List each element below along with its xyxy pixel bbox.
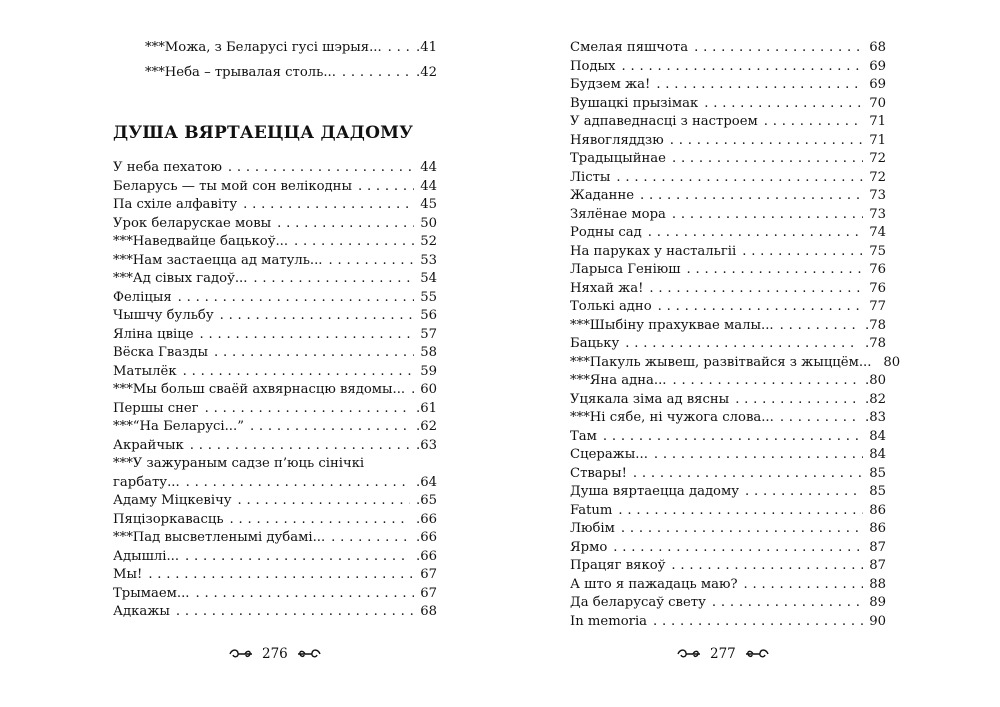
toc-entry-page: .66: [416, 511, 437, 527]
toc-entry-title: Там: [570, 428, 597, 444]
toc-entry-title: Матылёк: [113, 363, 177, 379]
dot-leader: [712, 595, 863, 610]
toc-entry: [570, 207, 886, 226]
toc-entry: [570, 595, 886, 614]
toc-entry-title: Трымаем...: [113, 585, 190, 601]
toc-entry-page: 85: [869, 484, 886, 499]
toc-entry-title: Уцякала зіма ад вясны: [570, 391, 730, 407]
toc-entry-title: Жаданне: [570, 188, 635, 203]
dot-leader: [388, 40, 410, 55]
toc-entry-title: In memoria: [570, 613, 648, 629]
dot-leader: [186, 475, 410, 490]
scroll-flourish-icon: [228, 648, 254, 660]
toc-entry-page: 86: [869, 521, 886, 536]
toc-entry: [113, 197, 437, 216]
dot-leader: [613, 540, 863, 555]
toc-entry-page: 57: [420, 326, 437, 342]
toc-entry-title: ***Шыбіну прахуквае малы...: [570, 317, 774, 333]
toc-entry-title-line: ***У зажураным садзе п’юць сінічкі: [113, 456, 365, 471]
toc-entry-title: Нявогляддзю: [570, 132, 664, 148]
toc-entry-page: 87: [869, 539, 886, 555]
toc-entry-title: Ярмо: [570, 539, 608, 555]
toc-entry: [113, 512, 437, 531]
toc-entry-page: 90: [869, 613, 886, 629]
toc-entry: [113, 438, 437, 457]
toc-entry-title: ***Пад высветленымі дубамі...: [113, 530, 326, 545]
toc-entry-title: Толькі адно: [570, 299, 652, 314]
dot-leader: [764, 114, 863, 129]
toc-entry-title: ***Можа, з Беларусі гусі шэрыя...: [145, 40, 382, 55]
dot-leader: [616, 170, 863, 185]
dot-leader: [694, 40, 863, 55]
toc-entry-page: 89: [869, 595, 886, 610]
dot-leader: [294, 234, 414, 249]
toc-entry: [113, 327, 437, 346]
toc-entry-title: Будзем жа!: [570, 77, 651, 92]
toc-entry-page: 69: [869, 77, 886, 92]
page-number: 277: [710, 646, 736, 662]
toc-entry-page: 60: [420, 382, 437, 397]
dot-leader: [178, 290, 415, 305]
toc-entry: [113, 604, 437, 623]
toc-entry-page: 70: [869, 95, 886, 111]
dot-leader: [603, 429, 863, 444]
toc-entry-page: 53: [420, 252, 437, 268]
section-heading: ДУША ВЯРТАЕЦЦА ДАДОМУ: [113, 123, 414, 143]
toc-entry-page: 84: [869, 447, 886, 462]
dot-leader: [670, 133, 864, 148]
toc-entry-title: Феліцыя: [113, 289, 172, 305]
toc-entry-title: Зялёнае мора: [570, 206, 666, 222]
dot-leader: [277, 216, 414, 231]
dot-leader: [704, 96, 863, 111]
toc-entry-page: .83: [865, 410, 886, 425]
toc-entry-page: 73: [869, 188, 886, 203]
toc-entry-title: ***Ні сябе, ні чужога слова...: [570, 410, 774, 425]
dot-leader: [671, 558, 863, 573]
toc-entry: [113, 493, 437, 512]
dot-leader: [687, 262, 864, 277]
toc-entry-page: .64: [416, 474, 437, 490]
dot-leader: [230, 512, 410, 527]
toc-entry-page: .41: [416, 40, 437, 55]
toc-entry-page: 76: [869, 280, 886, 296]
dot-leader: [742, 244, 863, 259]
toc-entry-page: 86: [869, 502, 886, 518]
toc-entry: [113, 234, 437, 253]
toc-entry-page: 71: [869, 132, 886, 148]
toc-entry: [570, 354, 901, 374]
dot-leader: [253, 271, 414, 286]
toc-entry: [570, 540, 886, 559]
dot-leader: [196, 586, 415, 601]
toc-entry-page: 85: [869, 465, 886, 481]
toc-entry-title: Працяг вякоў: [570, 558, 666, 573]
dot-leader: [640, 188, 863, 203]
dot-leader: [220, 308, 415, 323]
toc-entry-title: Па схіле алфавіту: [113, 197, 238, 212]
toc-entry: [570, 262, 886, 281]
toc-entry-page: 69: [869, 58, 886, 74]
toc-entry: [113, 308, 437, 327]
toc-entry-page: .82: [865, 391, 886, 407]
toc-entry-page: .80: [865, 373, 886, 388]
dot-leader: [200, 327, 415, 342]
page-number: 276: [262, 646, 288, 662]
toc-entry-page: 45: [420, 197, 437, 212]
toc-entry: [145, 65, 437, 90]
dot-leader: [228, 160, 414, 175]
toc-entry: [570, 244, 886, 263]
toc-entry-title: Вёска Гвазды: [113, 345, 209, 360]
toc-entry: [113, 179, 437, 198]
toc-entry: [113, 382, 437, 401]
toc-entry-title: Адышлі...: [113, 548, 180, 564]
dot-leader: [331, 530, 410, 545]
toc-entry: [570, 392, 886, 411]
toc-entry-title: Fatum: [570, 502, 613, 518]
toc-entry: [570, 114, 886, 133]
toc-entry-title: Чышчу бульбу: [113, 308, 214, 323]
dot-leader: [672, 207, 863, 222]
toc-list-right: [570, 40, 901, 632]
toc-entry-page: 76: [869, 262, 886, 277]
toc-entry-page: 84: [869, 428, 886, 444]
toc-entry-page: 75: [869, 243, 886, 259]
toc-entry: [113, 216, 437, 235]
toc-entry-title: Першы снег: [113, 400, 199, 416]
toc-entry-title: Родны сад: [570, 225, 642, 240]
toc-entry-title: Беларусь — ты мой сон велікодны: [113, 178, 352, 194]
toc-entry: [570, 429, 886, 448]
toc-entry-page: .66: [416, 548, 437, 564]
toc-entry: [113, 345, 437, 364]
toc-entry: [570, 40, 886, 59]
toc-entry: [145, 40, 437, 65]
toc-entry-page: 74: [869, 225, 886, 240]
scroll-flourish-icon: [744, 648, 770, 660]
toc-entry-title: ***Мы больш сваёй ахвярнасцю вядомы...: [113, 382, 406, 397]
dot-leader: [658, 299, 864, 314]
toc-entry: [113, 419, 437, 438]
dot-leader: [622, 59, 864, 74]
toc-entry-page: .61: [416, 400, 437, 416]
toc-entry: [570, 577, 886, 596]
toc-entry-title: ***Пакуль жывеш, развітвайся з жыццём...: [570, 354, 872, 370]
toc-entry-title: Подых: [570, 58, 616, 74]
dot-leader: [653, 614, 863, 629]
toc-entry-page: 55: [420, 289, 437, 305]
dot-leader: [250, 419, 410, 434]
toc-entry-title: Няхай жа!: [570, 280, 644, 296]
toc-entry-page: 77: [869, 299, 886, 314]
dot-leader: [673, 373, 860, 388]
page-footer-right: [676, 646, 770, 662]
toc-entry: [570, 151, 886, 170]
toc-entry: [570, 281, 886, 300]
dot-leader: [185, 549, 410, 564]
toc-entry-title: Яліна цвіце: [113, 326, 194, 342]
toc-entry: [113, 530, 437, 549]
toc-entry-title: А што я пажадаць маю?: [570, 576, 738, 592]
dot-leader: [745, 484, 863, 499]
right-page: [500, 0, 1000, 707]
dot-leader: [618, 503, 863, 518]
dot-leader: [176, 604, 414, 619]
toc-entry: [113, 456, 437, 493]
toc-entry-page: 80: [883, 354, 901, 370]
toc-entry-page: .62: [416, 419, 437, 434]
toc-entry-page: 67: [420, 567, 437, 582]
toc-entry-title: У неба пехатою: [113, 160, 222, 175]
toc-entry-title: ***Наведвайце бацькоў...: [113, 234, 289, 249]
dot-leader: [735, 392, 859, 407]
toc-entry-page: .78: [865, 317, 886, 333]
toc-entry-page: 87: [869, 558, 886, 573]
toc-entry: [113, 401, 437, 420]
toc-entry-page: 58: [420, 345, 437, 360]
dot-leader: [190, 438, 410, 453]
toc-entry-title: ***“На Беларусі...”: [113, 419, 244, 434]
dot-leader: [656, 77, 863, 92]
toc-entry-page: 44: [420, 178, 437, 194]
toc-entry: [570, 299, 886, 318]
toc-entry-page: 59: [420, 363, 437, 379]
toc-entry-page: 72: [869, 169, 886, 185]
toc-entry: [113, 567, 437, 586]
toc-entry: [570, 484, 886, 503]
toc-entry-title: Адкажы: [113, 604, 170, 619]
toc-entry: [570, 614, 886, 633]
toc-entry-page: 71: [869, 114, 886, 129]
toc-entry: [570, 503, 886, 522]
toc-entry: [113, 160, 437, 179]
toc-entry: [570, 59, 886, 78]
toc-entry: [570, 521, 886, 540]
toc-entry-page: 68: [420, 604, 437, 619]
dot-leader: [411, 382, 414, 397]
toc-entry-page: 52: [420, 234, 437, 249]
toc-entry-title: Урок беларускае мовы: [113, 215, 272, 231]
toc-entry-title: Акрайчык: [113, 437, 184, 453]
toc-entry-title: Вушацкі прызімак: [570, 95, 699, 111]
toc-entry-title: ***Ад сівых гадоў...: [113, 271, 248, 286]
toc-entry: [570, 336, 886, 355]
toc-list-left: [113, 160, 437, 623]
dot-leader: [649, 281, 863, 296]
toc-entry-page: 88: [869, 576, 886, 592]
toc-entry-page: 67: [420, 585, 437, 601]
toc-entry-page: 72: [869, 151, 886, 166]
dot-leader: [780, 410, 859, 425]
dot-leader: [238, 493, 410, 508]
toc-entry-title: У адпаведнасці з настроем: [570, 114, 758, 129]
dot-leader: [214, 345, 414, 360]
scroll-flourish-icon: [676, 648, 702, 660]
toc-entry-title: Сцеражы...: [570, 447, 648, 462]
toc-entry: [570, 170, 886, 189]
toc-entry: [570, 558, 886, 577]
toc-entry: [113, 290, 437, 309]
toc-entry-page: 56: [420, 308, 437, 323]
toc-entry: [570, 77, 886, 96]
dot-leader: [342, 65, 410, 80]
toc-entry: [570, 133, 886, 152]
dot-leader: [183, 364, 415, 379]
toc-entry-title: Смелая пяшчота: [570, 40, 689, 55]
toc-entry-page: 44: [420, 160, 437, 175]
toc-entry-title: Адаму Міцкевічу: [113, 493, 232, 508]
toc-entry-title: Любім: [570, 521, 615, 536]
toc-entry-page: 50: [420, 215, 437, 231]
toc-entry: [570, 410, 886, 429]
toc-entry-title: На паруках у настальгіі: [570, 243, 737, 259]
toc-entry-title: Душа вяртаецца дадому: [570, 484, 740, 499]
toc-entry-title: ***Нам застаецца ад матуль...: [113, 252, 323, 268]
toc-entry-title: гарбату...: [113, 474, 180, 490]
toc-entry-title: Ларыса Геніюш: [570, 262, 681, 277]
dot-leader: [205, 401, 410, 416]
toc-entry-title: ***Яна адна...: [570, 373, 667, 388]
toc-entry: [570, 466, 886, 485]
toc-entry-page: .42: [416, 65, 437, 80]
page-footer-left: [228, 646, 322, 662]
toc-entry-title: Лісты: [570, 169, 611, 185]
toc-entry-title: Мы!: [113, 567, 143, 582]
dot-leader: [621, 521, 863, 536]
dot-leader: [780, 318, 859, 333]
toc-entry: [113, 549, 437, 568]
toc-entry-title: Ствары!: [570, 465, 627, 481]
toc-entry-title: Традыцыйнае: [570, 151, 666, 166]
dot-leader: [625, 336, 859, 351]
toc-entry-page: .78: [865, 336, 886, 351]
toc-entry-page: 68: [869, 40, 886, 55]
dot-leader: [358, 179, 414, 194]
toc-entry-title: Бацьку: [570, 336, 620, 351]
dot-leader: [243, 197, 414, 212]
dot-leader: [744, 577, 864, 592]
toc-entry: [570, 188, 886, 207]
toc-entry-title: ***Неба – трывалая столь...: [145, 65, 336, 80]
toc-entry: [570, 318, 886, 337]
toc-entry-page: .63: [416, 437, 437, 453]
dot-leader: [633, 466, 863, 481]
dot-leader: [329, 253, 415, 268]
toc-entry: [113, 253, 437, 272]
toc-entry: [570, 225, 886, 244]
dot-leader: [648, 225, 863, 240]
toc-entry: [570, 447, 886, 466]
dot-leader: [654, 447, 863, 462]
toc-entry-title: Пяцізоркавасць: [113, 511, 224, 527]
toc-entry: [113, 364, 437, 383]
toc-list-top: [145, 40, 437, 90]
toc-entry: [570, 373, 886, 392]
toc-entry: [113, 586, 437, 605]
toc-entry: [113, 271, 437, 290]
toc-entry-page: 73: [869, 206, 886, 222]
dot-leader: [148, 567, 414, 582]
toc-entry-page: .66: [416, 530, 437, 545]
toc-entry-page: .65: [416, 493, 437, 508]
toc-entry: [570, 96, 886, 115]
dot-leader: [672, 151, 863, 166]
scroll-flourish-icon: [296, 648, 322, 660]
toc-entry-page: 54: [420, 271, 437, 286]
toc-entry-title: Да беларусаў свету: [570, 595, 706, 610]
